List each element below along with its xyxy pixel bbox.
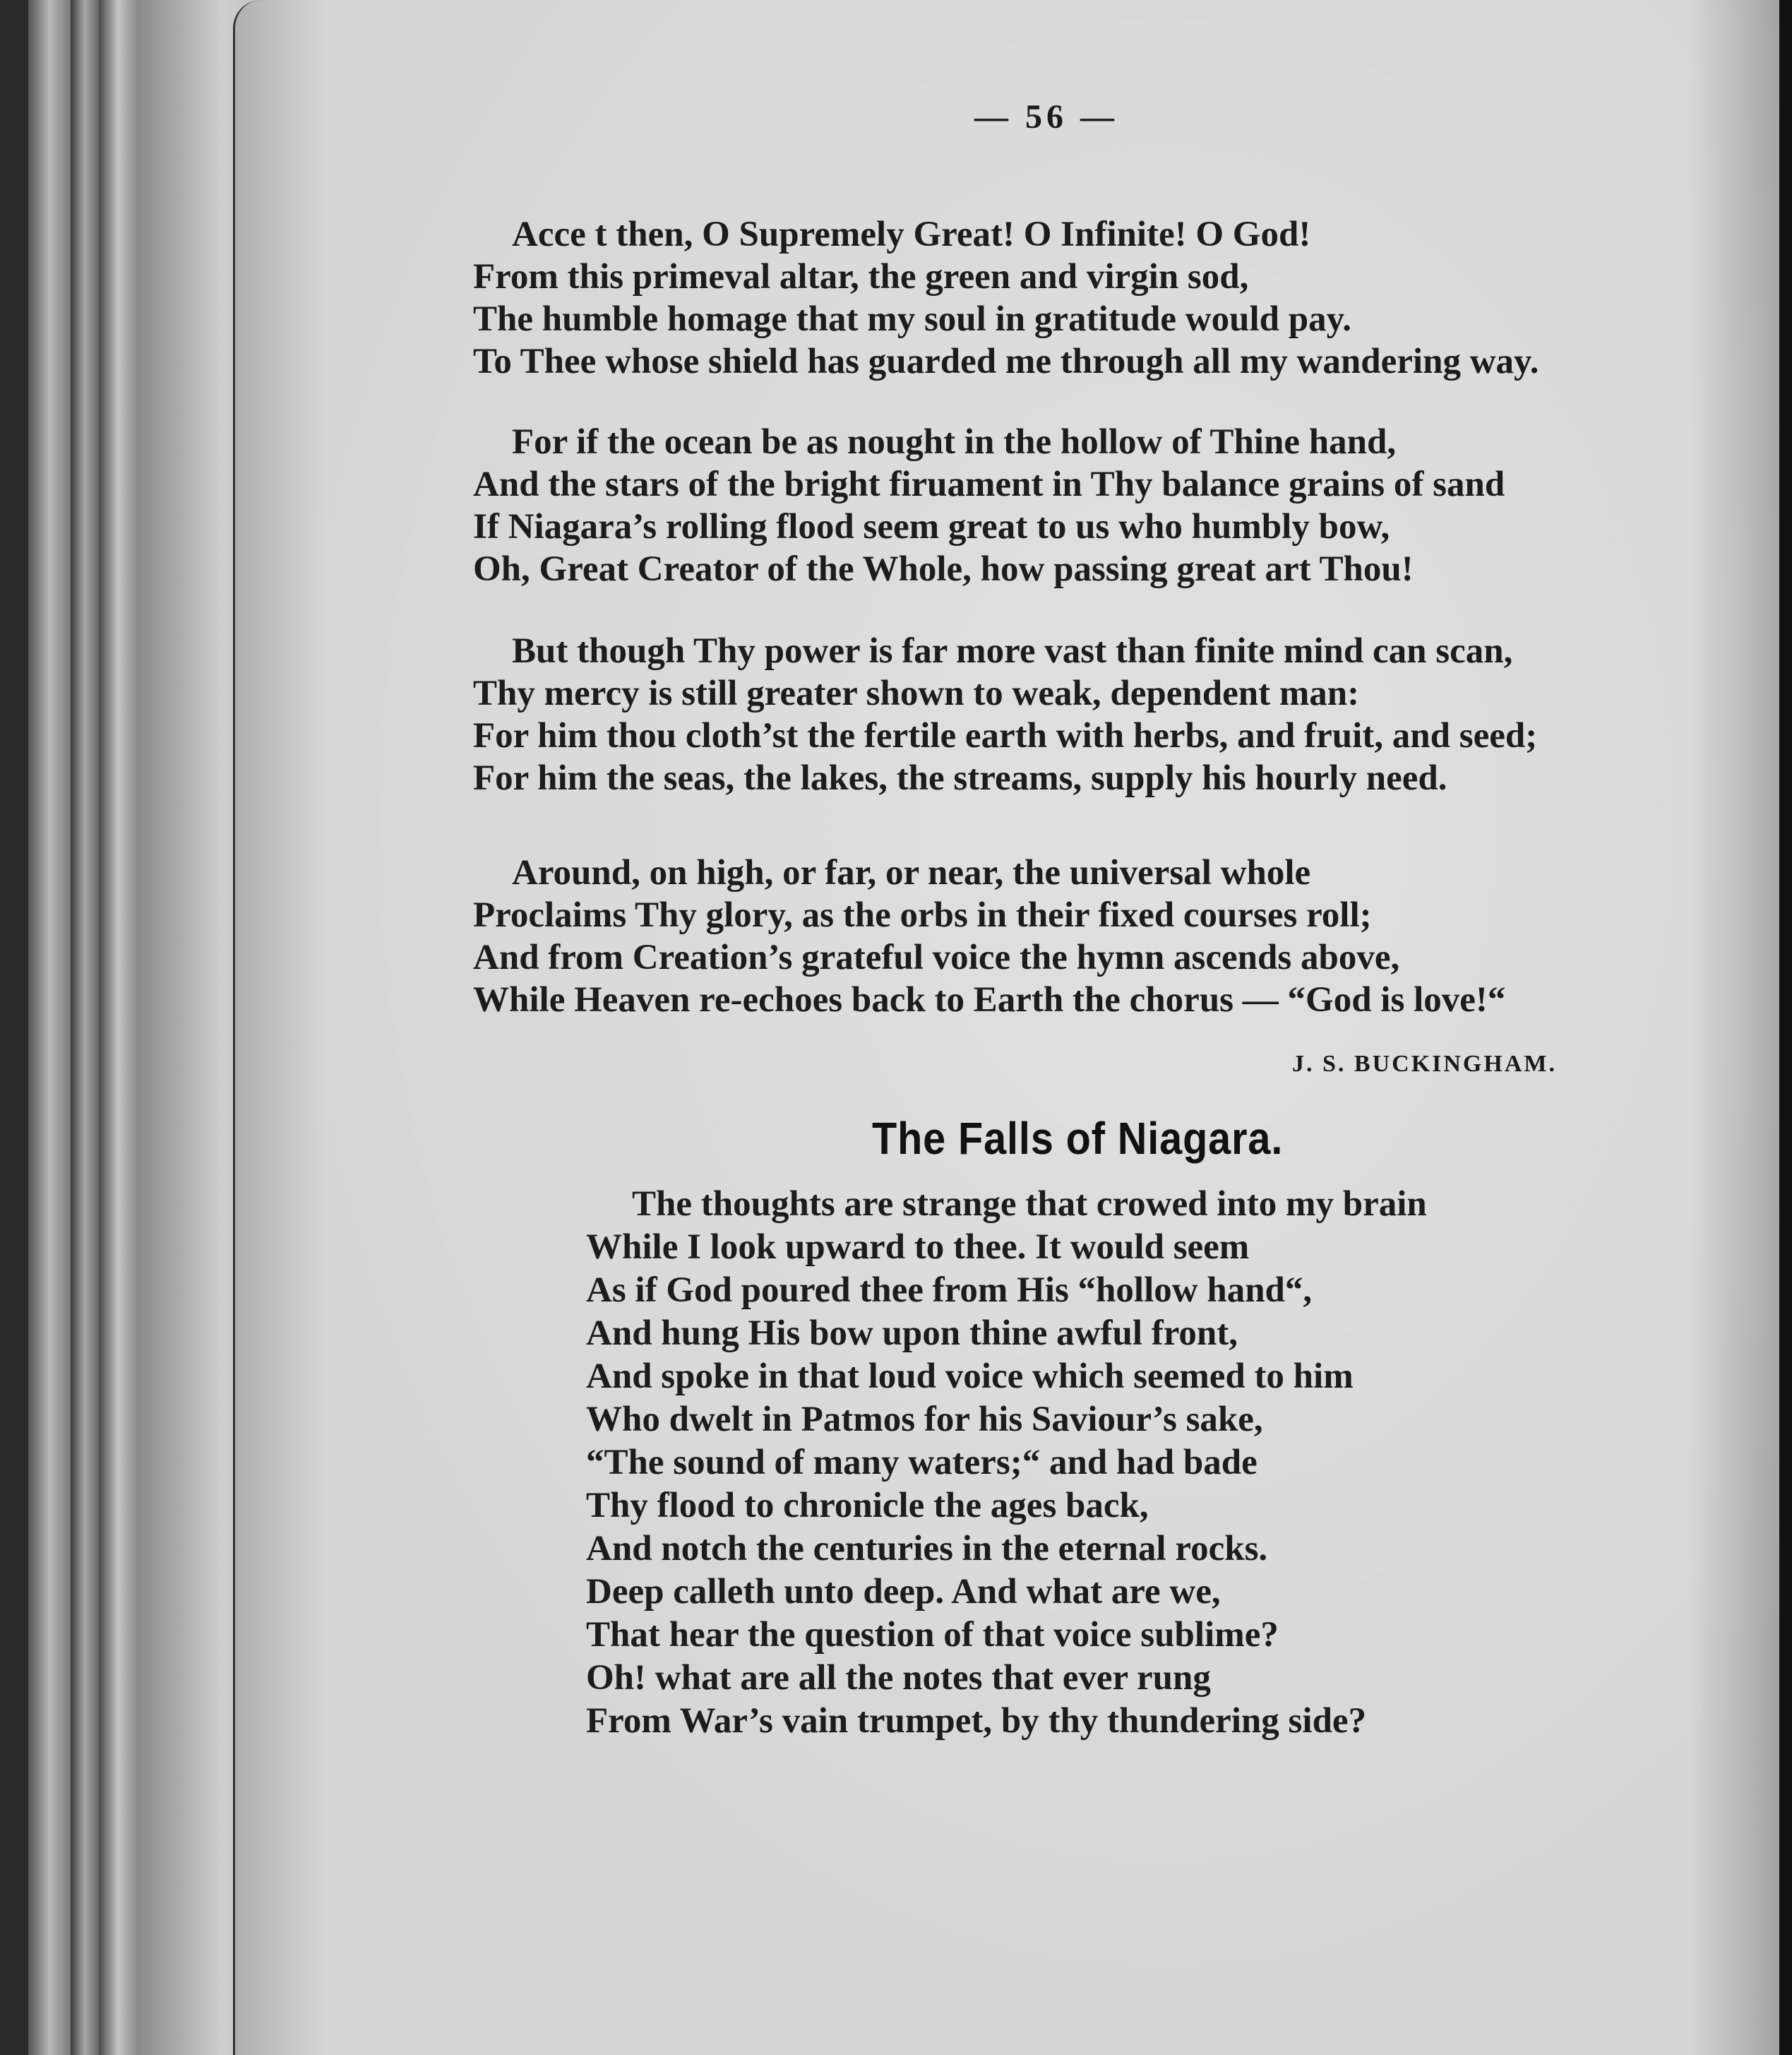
verse-line: If Niagara’s rolling flood seem great to us who humbly bow, <box>473 507 1390 547</box>
verse-line: While Heaven re-echoes back to Earth the chorus — “God is love!“ <box>473 980 1506 1020</box>
verse-line: And spoke in that loud voice which seemed to him <box>586 1357 1354 1396</box>
verse-line: From this primeval altar, the green and virgin sod, <box>473 257 1249 297</box>
verse-line: And hung His bow upon thine awful front, <box>586 1314 1238 1353</box>
page-edge <box>28 0 71 2055</box>
verse-line: Oh! what are all the notes that ever rung <box>586 1658 1211 1698</box>
verse-line: And from Creation’s grateful voice the hymn ascends above, <box>473 938 1400 977</box>
verse-line: For if the ocean be as nought in the hollow of Thine hand, <box>512 422 1397 462</box>
verse-line: Around, on high, or far, or near, the universal whole <box>512 853 1311 893</box>
verse-line: Deep calleth unto deep. And what are we, <box>586 1572 1221 1612</box>
verse-line: Acce t then, O Supremely Great! O Infinite! O God! <box>512 215 1311 254</box>
verse-line: “The sound of many waters;“ and had bade <box>586 1443 1258 1482</box>
verse-line: Who dwelt in Patmos for his Saviour’s sake, <box>586 1400 1263 1439</box>
verse-line: While I look upward to thee. It would seem <box>586 1227 1250 1267</box>
scan-border <box>1779 0 1792 2055</box>
verse-line: That hear the question of that voice sublime? <box>586 1615 1279 1655</box>
verse-line: As if God poured thee from His “hollow hand“, <box>586 1270 1313 1310</box>
verse-line: For him thou cloth’st the fertile earth with herbs, and fruit, and seed; <box>473 716 1538 756</box>
verse-line: Thy flood to chronicle the ages back, <box>586 1486 1149 1525</box>
verse-line: Thy mercy is still greater shown to weak, dependent man: <box>473 674 1360 713</box>
verse-line: And the stars of the bright firuament in Thy balance grains of sand <box>473 465 1505 504</box>
verse-line: Oh, Great Creator of the Whole, how passing great art Thou! <box>473 549 1414 589</box>
stanza <box>473 630 1758 799</box>
page-number: — 56 — <box>974 98 1118 136</box>
binding-edge <box>0 0 28 2055</box>
verse-line: And notch the centuries in the eternal rocks. <box>586 1529 1268 1568</box>
verse-line: The humble homage that my soul in gratitude would pay. <box>473 299 1352 339</box>
stanza <box>473 852 1758 1021</box>
stanza <box>473 421 1758 590</box>
verse-line: Proclaims Thy glory, as the orbs in their fixed courses roll; <box>473 895 1372 935</box>
stanza <box>473 213 1758 383</box>
verse-line: But though Thy power is far more vast than finite mind can scan, <box>512 631 1513 671</box>
verse-line: For him the seas, the lakes, the streams, supply his hourly need. <box>473 758 1447 798</box>
verse-line: To Thee whose shield has guarded me through all my wandering way. <box>473 342 1539 381</box>
page-edge <box>99 0 138 2055</box>
author-attribution: J. S. BUCKINGHAM. <box>1292 1051 1557 1077</box>
page-edge <box>71 0 99 2055</box>
poem-body <box>586 1183 1702 1743</box>
verse-line: From War’s vain trumpet, by thy thundering side? <box>586 1701 1367 1741</box>
poem-title: The Falls of Niagara. <box>872 1113 1284 1164</box>
verse-line: The thoughts are strange that crowed into my brain <box>632 1184 1427 1224</box>
